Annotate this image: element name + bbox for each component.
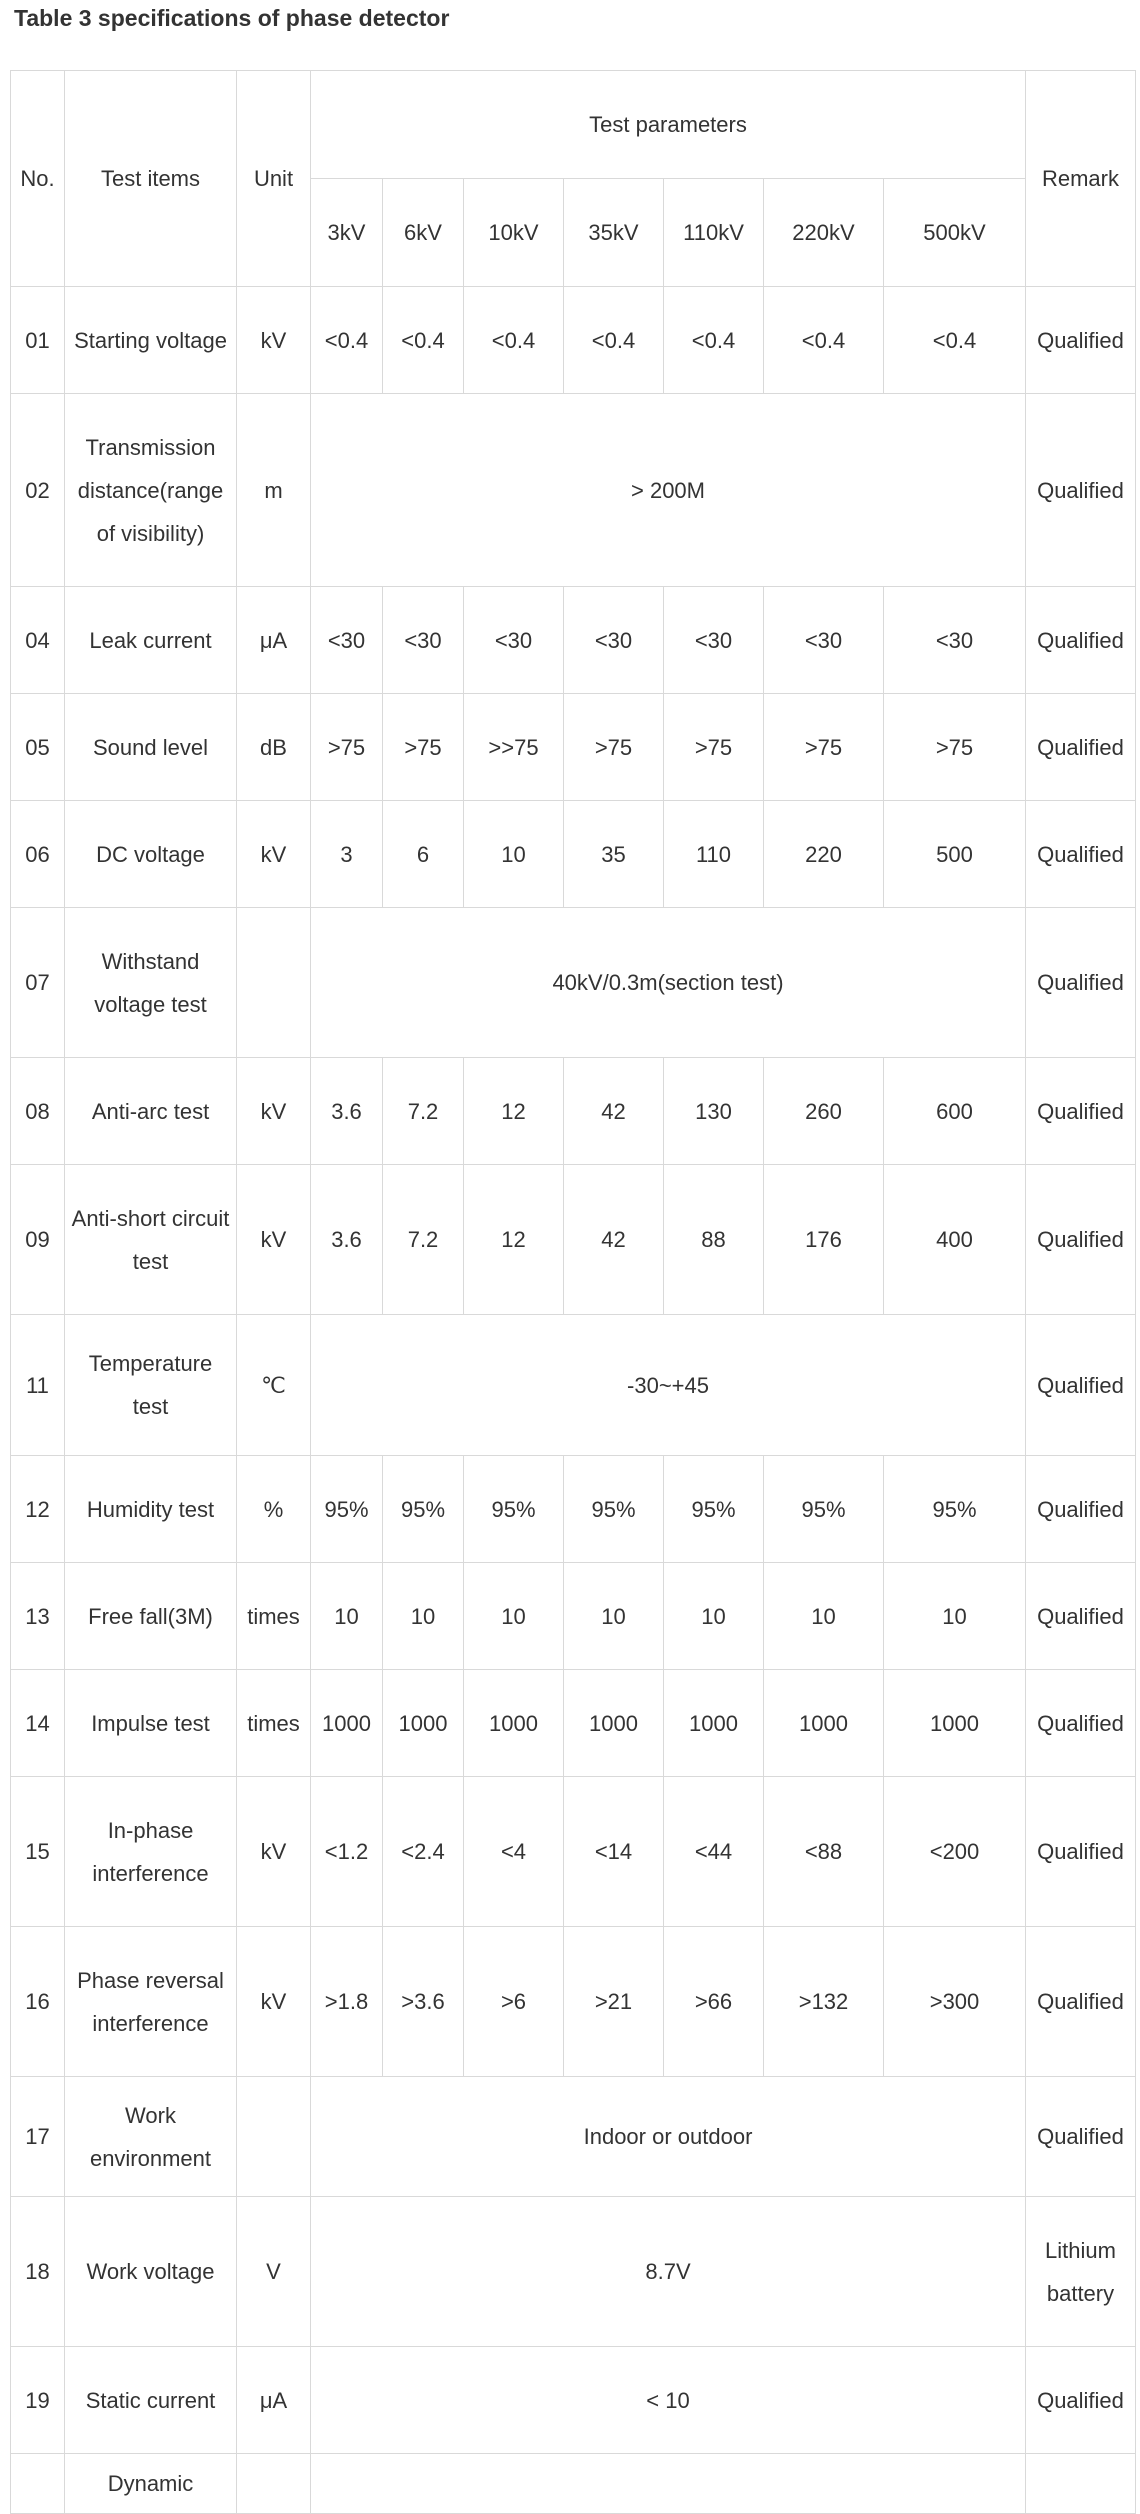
row-value: 220 bbox=[764, 801, 884, 908]
row-value: 10 bbox=[464, 1563, 564, 1670]
row-remark: Lithium battery bbox=[1026, 2197, 1136, 2347]
row-value: <30 bbox=[464, 587, 564, 694]
row-value: >75 bbox=[311, 694, 383, 801]
row-value: <1.2 bbox=[311, 1777, 383, 1927]
row-value: <0.4 bbox=[383, 287, 464, 394]
row-no: 08 bbox=[11, 1058, 65, 1165]
row-value: <0.4 bbox=[464, 287, 564, 394]
row-test-item: Anti-arc test bbox=[65, 1058, 237, 1165]
row-unit: times bbox=[237, 1563, 311, 1670]
row-value: 600 bbox=[884, 1058, 1026, 1165]
voltage-110kv: 110kV bbox=[664, 179, 764, 287]
row-remark: Qualified bbox=[1026, 287, 1136, 394]
row-remark: Qualified bbox=[1026, 1058, 1136, 1165]
row-value: >75 bbox=[564, 694, 664, 801]
row-remark: Qualified bbox=[1026, 908, 1136, 1058]
row-value: 10 bbox=[764, 1563, 884, 1670]
row-test-item: Free fall(3M) bbox=[65, 1563, 237, 1670]
row-no: 01 bbox=[11, 287, 65, 394]
row-value: >3.6 bbox=[383, 1927, 464, 2077]
table-row bbox=[11, 2347, 1136, 2454]
row-value: 95% bbox=[884, 1456, 1026, 1563]
row-no: 17 bbox=[11, 2077, 65, 2197]
voltage-10kv: 10kV bbox=[464, 179, 564, 287]
table-row bbox=[11, 287, 1136, 394]
row-test-item: Work voltage bbox=[65, 2197, 237, 2347]
row-no: 13 bbox=[11, 1563, 65, 1670]
row-test-item: Work environment bbox=[65, 2077, 237, 2197]
row-value: 1000 bbox=[564, 1670, 664, 1777]
row-value: 95% bbox=[664, 1456, 764, 1563]
row-no: 04 bbox=[11, 587, 65, 694]
row-test-item: Dynamic bbox=[65, 2454, 237, 2514]
header-no: No. bbox=[11, 71, 65, 287]
specifications-table bbox=[10, 70, 1136, 2514]
table-row bbox=[11, 1563, 1136, 1670]
header-test-items: Test items bbox=[65, 71, 237, 287]
table-row bbox=[11, 908, 1136, 1058]
row-value: <0.4 bbox=[564, 287, 664, 394]
header-row bbox=[11, 71, 1136, 179]
row-unit: μA bbox=[237, 587, 311, 694]
table-row bbox=[11, 2454, 1136, 2514]
row-no: 16 bbox=[11, 1927, 65, 2077]
row-unit: % bbox=[237, 1456, 311, 1563]
row-unit bbox=[237, 908, 311, 1058]
row-value: <0.4 bbox=[884, 287, 1026, 394]
row-remark: Qualified bbox=[1026, 1165, 1136, 1315]
row-value: >132 bbox=[764, 1927, 884, 2077]
row-value: <30 bbox=[664, 587, 764, 694]
row-remark bbox=[1026, 2454, 1136, 2514]
row-value: >21 bbox=[564, 1927, 664, 2077]
row-test-item: Transmission distance(range of visibility) bbox=[65, 394, 237, 587]
row-unit: kV bbox=[237, 801, 311, 908]
row-value: <0.4 bbox=[311, 287, 383, 394]
row-value: <30 bbox=[311, 587, 383, 694]
row-no: 18 bbox=[11, 2197, 65, 2347]
row-value: <14 bbox=[564, 1777, 664, 1927]
row-test-item: Leak current bbox=[65, 587, 237, 694]
row-value: <88 bbox=[764, 1777, 884, 1927]
row-value: 1000 bbox=[383, 1670, 464, 1777]
row-value-span: 8.7V bbox=[311, 2197, 1026, 2347]
row-no: 05 bbox=[11, 694, 65, 801]
row-value: 95% bbox=[311, 1456, 383, 1563]
table-row bbox=[11, 801, 1136, 908]
row-test-item: Anti-short circuit test bbox=[65, 1165, 237, 1315]
row-value: 400 bbox=[884, 1165, 1026, 1315]
row-unit: V bbox=[237, 2197, 311, 2347]
row-test-item: Static current bbox=[65, 2347, 237, 2454]
row-value: 88 bbox=[664, 1165, 764, 1315]
table-row bbox=[11, 1058, 1136, 1165]
row-remark: Qualified bbox=[1026, 1670, 1136, 1777]
header-remark: Remark bbox=[1026, 71, 1136, 287]
row-value: >75 bbox=[664, 694, 764, 801]
row-test-item: Humidity test bbox=[65, 1456, 237, 1563]
row-unit: times bbox=[237, 1670, 311, 1777]
table-row bbox=[11, 694, 1136, 801]
row-value: 1000 bbox=[464, 1670, 564, 1777]
table-row bbox=[11, 2197, 1136, 2347]
row-value: <4 bbox=[464, 1777, 564, 1927]
voltage-3kv: 3kV bbox=[311, 179, 383, 287]
row-value: 176 bbox=[764, 1165, 884, 1315]
row-remark: Qualified bbox=[1026, 2347, 1136, 2454]
row-value: >>75 bbox=[464, 694, 564, 801]
row-value: 42 bbox=[564, 1058, 664, 1165]
row-value: >66 bbox=[664, 1927, 764, 2077]
header-unit: Unit bbox=[237, 71, 311, 287]
row-value-span: < 10 bbox=[311, 2347, 1026, 2454]
row-unit: kV bbox=[237, 1058, 311, 1165]
row-value: 10 bbox=[383, 1563, 464, 1670]
row-value: <30 bbox=[383, 587, 464, 694]
row-unit: dB bbox=[237, 694, 311, 801]
row-unit: kV bbox=[237, 287, 311, 394]
row-remark: Qualified bbox=[1026, 1456, 1136, 1563]
table-row bbox=[11, 1927, 1136, 2077]
table-title: Table 3 specifications of phase detector bbox=[14, 5, 450, 31]
row-value: <2.4 bbox=[383, 1777, 464, 1927]
row-no: 12 bbox=[11, 1456, 65, 1563]
row-remark: Qualified bbox=[1026, 394, 1136, 587]
row-unit: ℃ bbox=[237, 1315, 311, 1456]
voltage-35kv: 35kV bbox=[564, 179, 664, 287]
row-value: <30 bbox=[564, 587, 664, 694]
row-value: <200 bbox=[884, 1777, 1026, 1927]
row-test-item: Withstand voltage test bbox=[65, 908, 237, 1058]
row-test-item: In-phase interference bbox=[65, 1777, 237, 1927]
row-value: >75 bbox=[383, 694, 464, 801]
row-test-item: Temperature test bbox=[65, 1315, 237, 1456]
row-value-span: Indoor or outdoor bbox=[311, 2077, 1026, 2197]
row-test-item: Sound level bbox=[65, 694, 237, 801]
row-no: 07 bbox=[11, 908, 65, 1058]
row-value: 10 bbox=[564, 1563, 664, 1670]
row-no: 19 bbox=[11, 2347, 65, 2454]
row-test-item: Impulse test bbox=[65, 1670, 237, 1777]
row-value: 3.6 bbox=[311, 1165, 383, 1315]
row-unit: kV bbox=[237, 1165, 311, 1315]
table-row bbox=[11, 1777, 1136, 1927]
row-value: 1000 bbox=[764, 1670, 884, 1777]
row-value: >75 bbox=[764, 694, 884, 801]
row-value: 3.6 bbox=[311, 1058, 383, 1165]
voltage-220kv: 220kV bbox=[764, 179, 884, 287]
voltage-500kv: 500kV bbox=[884, 179, 1026, 287]
row-no: 14 bbox=[11, 1670, 65, 1777]
row-value: 7.2 bbox=[383, 1165, 464, 1315]
header-test-parameters: Test parameters bbox=[311, 71, 1026, 179]
table-row bbox=[11, 1670, 1136, 1777]
row-value: 500 bbox=[884, 801, 1026, 908]
row-value: 95% bbox=[564, 1456, 664, 1563]
row-value: <0.4 bbox=[764, 287, 884, 394]
row-remark: Qualified bbox=[1026, 587, 1136, 694]
row-test-item: DC voltage bbox=[65, 801, 237, 908]
row-remark: Qualified bbox=[1026, 1315, 1136, 1456]
row-value: <30 bbox=[764, 587, 884, 694]
row-remark: Qualified bbox=[1026, 694, 1136, 801]
row-value: 10 bbox=[464, 801, 564, 908]
row-remark: Qualified bbox=[1026, 2077, 1136, 2197]
table-row bbox=[11, 394, 1136, 587]
row-test-item: Starting voltage bbox=[65, 287, 237, 394]
row-value-span: -30~+45 bbox=[311, 1315, 1026, 1456]
row-value: 7.2 bbox=[383, 1058, 464, 1165]
row-value: 10 bbox=[884, 1563, 1026, 1670]
row-no bbox=[11, 2454, 65, 2514]
row-unit bbox=[237, 2077, 311, 2197]
row-value: >300 bbox=[884, 1927, 1026, 2077]
row-value: 42 bbox=[564, 1165, 664, 1315]
row-no: 06 bbox=[11, 801, 65, 908]
row-value: 6 bbox=[383, 801, 464, 908]
row-value: <44 bbox=[664, 1777, 764, 1927]
table-row bbox=[11, 2077, 1136, 2197]
row-value: 1000 bbox=[664, 1670, 764, 1777]
row-value: >75 bbox=[884, 694, 1026, 801]
row-value: 1000 bbox=[884, 1670, 1026, 1777]
row-value-span: 40kV/0.3m(section test) bbox=[311, 908, 1026, 1058]
table-row bbox=[11, 1315, 1136, 1456]
row-value: <30 bbox=[884, 587, 1026, 694]
row-value: 110 bbox=[664, 801, 764, 908]
row-unit: kV bbox=[237, 1777, 311, 1927]
table-row bbox=[11, 587, 1136, 694]
row-unit: m bbox=[237, 394, 311, 587]
table-row bbox=[11, 1456, 1136, 1563]
row-value: 10 bbox=[311, 1563, 383, 1670]
row-no: 15 bbox=[11, 1777, 65, 1927]
row-value: 10 bbox=[664, 1563, 764, 1670]
row-value: >1.8 bbox=[311, 1927, 383, 2077]
row-value: 12 bbox=[464, 1058, 564, 1165]
row-no: 02 bbox=[11, 394, 65, 587]
row-no: 11 bbox=[11, 1315, 65, 1456]
row-unit bbox=[237, 2454, 311, 2514]
row-value: 35 bbox=[564, 801, 664, 908]
row-value: 95% bbox=[464, 1456, 564, 1563]
voltage-6kv: 6kV bbox=[383, 179, 464, 287]
row-unit: kV bbox=[237, 1927, 311, 2077]
row-remark: Qualified bbox=[1026, 1927, 1136, 2077]
row-no: 09 bbox=[11, 1165, 65, 1315]
row-remark: Qualified bbox=[1026, 1777, 1136, 1927]
row-value: 130 bbox=[664, 1058, 764, 1165]
row-value: 3 bbox=[311, 801, 383, 908]
row-unit: μA bbox=[237, 2347, 311, 2454]
table-row bbox=[11, 1165, 1136, 1315]
row-value: 95% bbox=[764, 1456, 884, 1563]
row-remark: Qualified bbox=[1026, 1563, 1136, 1670]
row-test-item: Phase reversal interference bbox=[65, 1927, 237, 2077]
row-value: 1000 bbox=[311, 1670, 383, 1777]
row-remark: Qualified bbox=[1026, 801, 1136, 908]
row-value: >6 bbox=[464, 1927, 564, 2077]
row-value: 95% bbox=[383, 1456, 464, 1563]
row-value-span: > 200M bbox=[311, 394, 1026, 587]
row-value: <0.4 bbox=[664, 287, 764, 394]
row-value-span bbox=[311, 2454, 1026, 2514]
row-value: 260 bbox=[764, 1058, 884, 1165]
row-value: 12 bbox=[464, 1165, 564, 1315]
